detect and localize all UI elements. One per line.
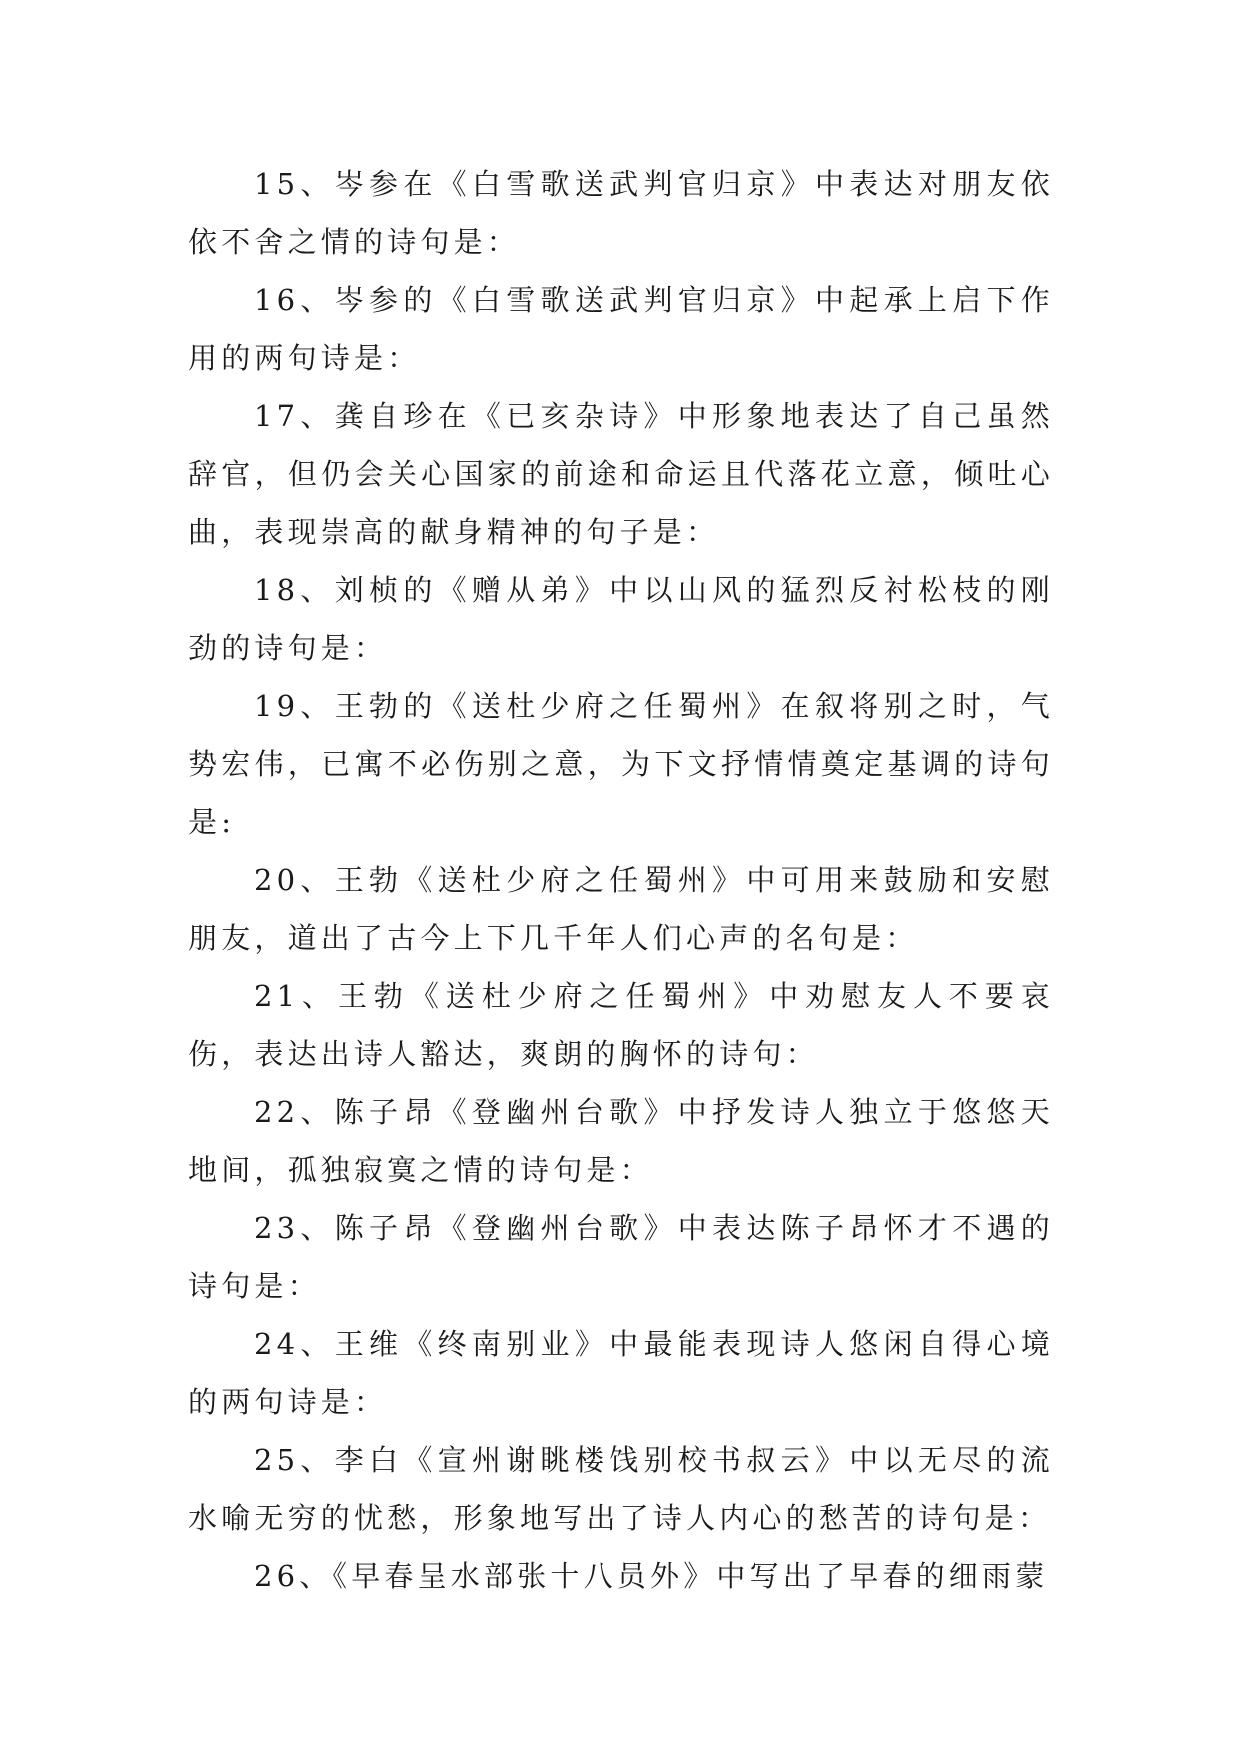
question-20: 20、王勃《送杜少府之任蜀州》中可用来鼓励和安慰朋友，道出了古今上下几千年人们心声的名句是： (188, 863, 1054, 955)
question-list (188, 155, 1054, 1605)
question-18: 18、刘桢的《赠从弟》中以山风的猛烈反衬松枝的刚劲的诗句是： (188, 573, 1054, 665)
question-23: 23、陈子昂《登幽州台歌》中表达陈子昂怀才不遇的诗句是： (188, 1211, 1054, 1303)
question-25: 25、李白《宣州谢眺楼饯别校书叔云》中以无尽的流水喻无穷的忧愁，形象地写出了诗人内心的愁苦的诗句是： (188, 1443, 1054, 1535)
question-15: 15、岑参在《白雪歌送武判官归京》中表达对朋友依依不舍之情的诗句是： (188, 167, 1054, 259)
question-17: 17、龚自珍在《已亥杂诗》中形象地表达了自己虽然辞官，但仍会关心国家的前途和命运且代落花立意，倾吐心曲，表现崇高的献身精神的句子是： (188, 399, 1054, 549)
question-22: 22、陈子昂《登幽州台歌》中抒发诗人独立于悠悠天地间，孤独寂寞之情的诗句是： (188, 1095, 1054, 1187)
question-24: 24、王维《终南别业》中最能表现诗人悠闲自得心境的两句诗是： (188, 1327, 1054, 1419)
question-16: 16、岑参的《白雪歌送武判官归京》中起承上启下作用的两句诗是： (188, 283, 1054, 375)
question-19: 19、王勃的《送杜少府之任蜀州》在叙将别之时，气势宏伟，已寓不必伤别之意，为下文抒情情奠定基调的诗句是: (188, 689, 1054, 839)
question-21: 21、王勃《送杜少府之任蜀州》中劝慰友人不要哀伤，表达出诗人豁达，爽朗的胸怀的诗句： (188, 979, 1054, 1071)
question-26: 26、《早春呈水部张十八员外》中写出了早春的细雨蒙 (254, 1559, 1049, 1593)
